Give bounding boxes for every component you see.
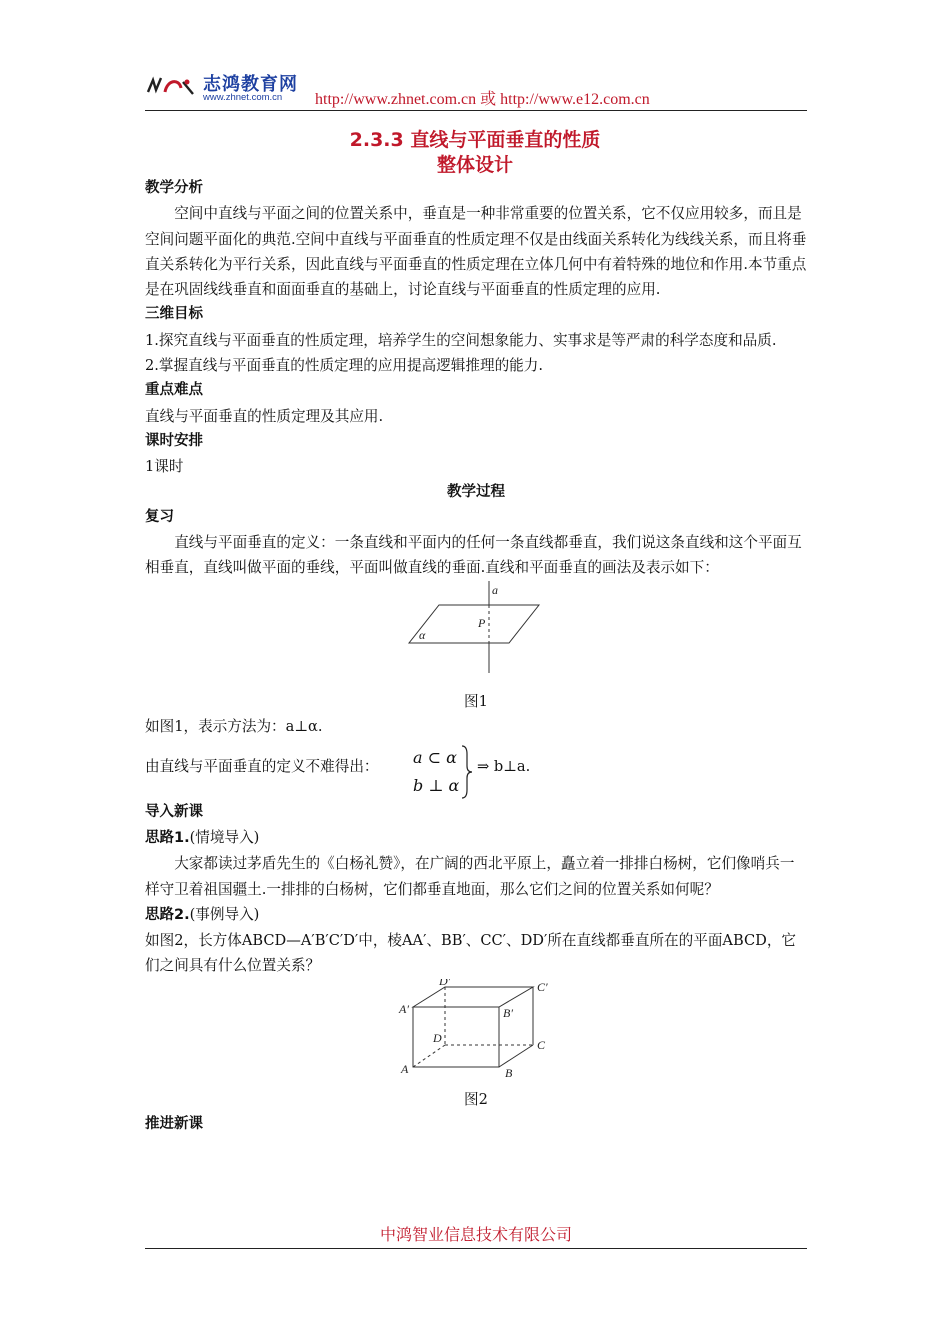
fig1-label-p: P — [478, 615, 486, 630]
time-heading: 课时安排 — [145, 432, 203, 449]
focus-heading: 重点难点 — [145, 382, 203, 399]
formula-result: ⇒ b⊥a. — [477, 757, 531, 775]
definition-formula — [145, 744, 807, 800]
header-links[interactable]: http://www.zhnet.com.cn 或 http://www.e12.com.cn — [315, 91, 650, 108]
fig2-label-a: A — [401, 1061, 409, 1076]
figure-1-note: 如图1，表示方法为：a⊥α. — [145, 718, 323, 736]
idea-2-type: (事例导入) — [189, 905, 260, 923]
fig1-label-alpha: α — [419, 627, 426, 642]
plane-perpendicular-diagram — [145, 581, 807, 681]
fig2-label-b1: B′ — [503, 1005, 513, 1020]
goal-item-2: 2.掌握直线与平面垂直的性质定理的应用提高逻辑推理的能力. — [145, 357, 544, 375]
formula-system — [413, 744, 459, 800]
lesson-title: 2.3.3 直线与平面垂直的性质 — [349, 129, 601, 151]
figure-2 — [145, 979, 807, 1087]
document-body — [145, 176, 807, 1138]
right-brace-icon — [460, 744, 474, 800]
intro-heading: 导入新课 — [145, 803, 203, 820]
formula-line-1: a ⊂ α — [413, 747, 457, 767]
idea-1-title — [145, 825, 807, 851]
idea-2-paragraph: 如图2，长方体ABCD—A′B′C′D′中，棱AA′、BB′、CC′、DD′所在直线都垂直所在的平面ABCD，它们之间具有什么位置关系？ — [145, 932, 797, 975]
analysis-heading: 教学分析 — [145, 180, 203, 196]
fig2-label-b: B — [505, 1065, 513, 1079]
review-paragraph: 直线与平面垂直的定义：一条直线和平面内的任何一条直线都垂直，我们说这条直线和这个平面互相垂直，直线叫做平面的垂线，平面叫做直线的垂面.直线和平面垂直的画法及表示如下： — [145, 534, 802, 577]
fig2-label-d1: D′ — [439, 978, 451, 988]
formula-line-2: b ⊥ α — [413, 775, 460, 795]
idea-1-paragraph: 大家都读过茅盾先生的《白杨礼赞》，在广阔的西北平原上，矗立着一排排白杨树，它们像哨兵一样守卫着祖国疆土.一排排的白杨树，它们都垂直地面，那么它们之间的位置关系如何呢？ — [145, 855, 795, 898]
goals-heading: 三维目标 — [145, 306, 203, 323]
logo-text: 志鸿教育网 — [203, 74, 298, 95]
analysis-paragraph: 空间中直线与平面之间的位置关系中，垂直是一种非常重要的位置关系，它不仅应用较多，而且是空间问题平面化的典范.空间中直线与平面垂直的性质定理不仅是由线面关系转化为线线关系，而且将垂直关系转化为平行关系，因此直线与平面垂直的性质定理在立体几何中有着特殊的地位和作用.本节重点是在巩固线线垂直和面面垂直的基础上，讨论直线与平面垂直的性质定理的应用. — [145, 205, 807, 299]
review-heading: 复习 — [145, 508, 174, 525]
formula-lead: 由直线与平面垂直的定义不难得出： — [145, 757, 379, 775]
goal-item-1: 1.探究直线与平面垂直的性质定理，培养学生的空间想象能力、实事求是等严肃的科学态度和品质. — [145, 331, 777, 349]
idea-1-label: 思路1. — [145, 829, 190, 846]
idea-2-label: 思路2. — [145, 906, 190, 923]
advance-heading: 推进新课 — [145, 1116, 203, 1133]
page-footer: 中鸿智业信息技术有限公司 — [145, 1222, 807, 1249]
lesson-subtitle: 整体设计 — [436, 154, 513, 176]
fig2-label-c: C — [537, 1037, 546, 1052]
idea-1-type: (情境导入) — [189, 828, 260, 846]
time-paragraph: 1课时 — [145, 458, 184, 476]
logo-mark-icon — [145, 70, 201, 100]
page-header — [145, 68, 807, 111]
fig2-label-a1: A′ — [399, 1001, 409, 1016]
cuboid-diagram — [145, 979, 807, 1079]
figure-1 — [145, 581, 807, 689]
figure-1-caption: 图1 — [464, 693, 488, 711]
idea-2-title — [145, 902, 807, 928]
zhnet-logo[interactable] — [145, 70, 315, 106]
fig2-label-d: D — [433, 1030, 442, 1045]
fig2-label-c1: C′ — [537, 979, 548, 994]
focus-paragraph: 直线与平面垂直的性质定理及其应用. — [145, 407, 384, 425]
fig1-label-a: a — [492, 582, 498, 597]
figure-2-caption: 图2 — [464, 1091, 488, 1109]
process-heading: 教学过程 — [447, 483, 505, 500]
logo-url: www.zhnet.com.cn — [203, 92, 283, 103]
